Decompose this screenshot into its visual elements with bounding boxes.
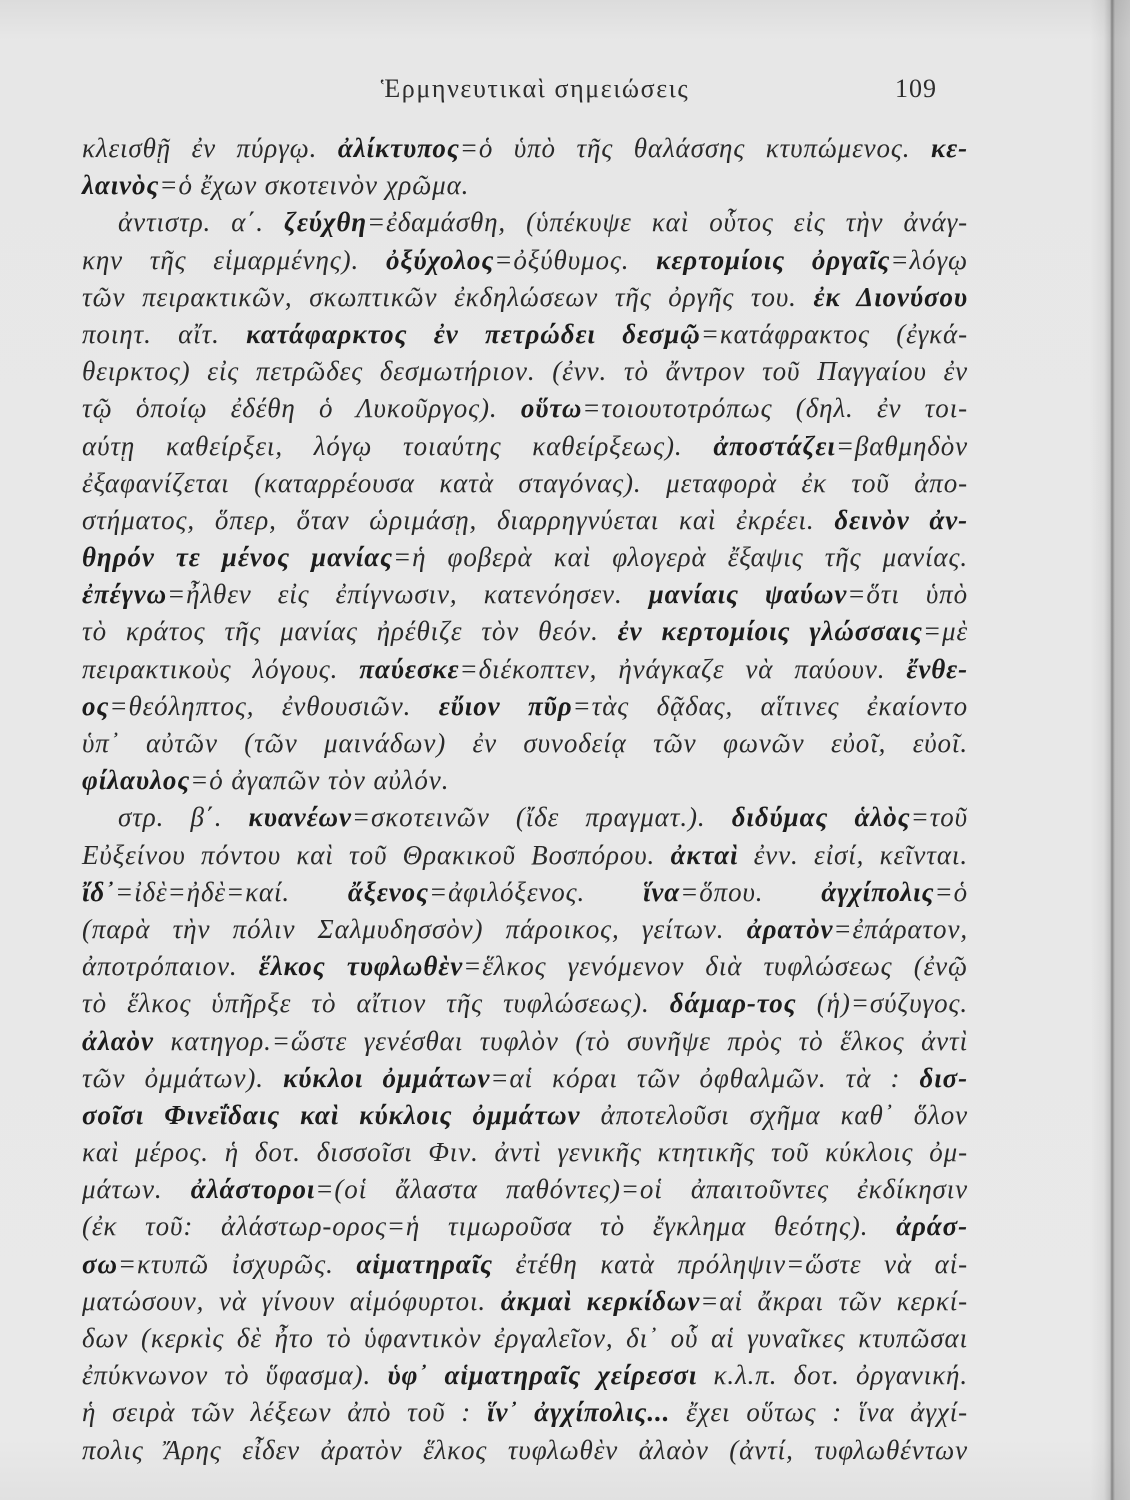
gloss-text: ἡ σειρὰ τῶν λέξεων ἀπὸ τοῦ :: [82, 1397, 488, 1428]
headword: ἵν᾿ ἀγχίπολις...: [487, 1397, 671, 1428]
line-text: [82, 130, 968, 167]
gloss-text: (ἡ)=σύζυγος.: [796, 988, 968, 1019]
line-text: [82, 911, 968, 948]
headword: παύεσκε: [359, 653, 460, 684]
gloss-text: κην τῆς εἱμαρμένης).: [82, 244, 386, 275]
line-text: [82, 167, 469, 204]
gloss-text: αύτῃ καθείρξει, λόγῳ τοιαύτης καθείρξεως).: [82, 430, 714, 461]
gloss-text: τῶν ὀμμάτων).: [82, 1062, 284, 1093]
headword: ἀλάστοροι: [190, 1174, 316, 1205]
headword: δισ-: [919, 1062, 968, 1093]
headword: κερτομίοις ὀργαῖς: [656, 244, 891, 275]
headword: ζεύχθη: [284, 207, 368, 238]
line-text: [82, 874, 968, 911]
gloss-text: =ὁ ἀγαπῶν τὸν αὐλόν.: [190, 765, 450, 796]
gloss-text: =ὀξύθυμος.: [494, 244, 657, 275]
text-line: [82, 837, 968, 874]
gloss-text: =ὅπου.: [680, 876, 822, 907]
line-text: [82, 279, 968, 316]
gloss-text: ἐνν. εἰσί, κεῖνται.: [738, 839, 968, 870]
gloss-text: ἐτέθη κατὰ πρόληψιν=ὥστε νὰ αἱ-: [492, 1248, 969, 1279]
line-text: [82, 837, 968, 874]
gloss-text: =ἦλθεν εἰς ἐπίγνωσιν, κατενόησεν.: [167, 579, 649, 610]
line-text: [82, 985, 968, 1022]
headword: ἐπέγνω: [82, 579, 168, 610]
gloss-text: κατηγορ.=ὥστε γενέσθαι τυφλὸν (τὸ συνῆψε πρὸς τὸ ἕλκος ἀντὶ: [153, 1025, 968, 1056]
headword: διδύμας ἁλὸς: [731, 802, 911, 833]
headword: ἀκταὶ: [670, 839, 739, 870]
headword: εὔιον πῦρ: [438, 690, 573, 721]
text-line: [82, 651, 968, 688]
paragraph: [82, 799, 968, 1468]
headword: θηρόν τε μένος μανίας: [82, 542, 393, 573]
text-line: [82, 1171, 968, 1208]
text-line: [82, 762, 968, 799]
gloss-text: μάτων.: [82, 1174, 191, 1205]
headword: ἀποστάζει: [713, 430, 836, 461]
gloss-text: =διέκοπτεν, ἠνάγκαζε νὰ παύουν.: [459, 653, 907, 684]
line-text: [82, 1023, 968, 1060]
text-line: [82, 242, 968, 279]
gloss-text: =θεόληπτος, ἐνθουσιῶν.: [109, 690, 439, 721]
gloss-text: πειρακτικοὺς λόγους.: [82, 653, 360, 684]
headword: ἀγχίπολις: [821, 876, 935, 907]
gloss-text: ἀντιστρ. α΄.: [118, 207, 285, 238]
gloss-text: τῷ ὁποίῳ ἐδέθη ὁ Λυκοῦργος).: [82, 393, 521, 424]
text-line: [82, 428, 968, 465]
text-line: [82, 465, 968, 502]
gloss-text: =βαθμηδὸν: [835, 430, 968, 461]
gloss-text: ματώσουν, νὰ γίνουν αἱμόφυρτοι.: [82, 1285, 501, 1316]
line-text: [82, 762, 449, 799]
gloss-text: =ἡ φοβερὰ καὶ φλογερὰ ἔξαψις τῆς μανίας.: [392, 542, 968, 573]
text-line: [82, 874, 968, 911]
headword: δάμαρ-τος: [669, 988, 797, 1019]
gloss-text: =ἐπάρατον,: [833, 913, 968, 944]
text-line: [82, 167, 968, 204]
binding-shadow: [1090, 0, 1130, 1500]
headword: ἵνα: [643, 876, 681, 907]
gloss-text: =ἀφιλόξενος.: [428, 876, 643, 907]
text-line: [82, 1320, 968, 1357]
headword: λαινὸς: [82, 170, 160, 201]
gloss-text: ποιητ. αἴτ.: [82, 318, 247, 349]
gloss-text: =ἐδαμάσθη, (ὑπέκυψε καὶ οὗτος εἰς τὴν ἀνάγ-: [367, 207, 968, 238]
gloss-text: ἀποτρόπαιον.: [82, 951, 259, 982]
text-line: [82, 1432, 968, 1469]
text-line: [82, 390, 968, 427]
headword: κύκλοι ὀμμάτων: [283, 1062, 491, 1093]
text-line: [82, 613, 968, 650]
text-line: [82, 1060, 968, 1097]
gloss-text: (ἐκ τοῦ: ἀλάστωρ-ορος=ἡ τιμωροῦσα τὸ ἔγκλημα θεότης).: [82, 1211, 897, 1242]
text-line: [82, 688, 968, 725]
gloss-text: πολις Ἄρης εἶδεν ἀρατὸν ἕλκος τυφλωθὲν ἀλαὸν (ἀντί, τυφλωθέντων: [82, 1434, 968, 1465]
headword: ἄξενος: [347, 876, 429, 907]
paragraph: [82, 204, 968, 799]
text-line: [82, 316, 968, 353]
headword: κε-: [930, 133, 969, 163]
text-line: [82, 1357, 968, 1394]
text-line: [82, 279, 968, 316]
gloss-text: δων (κερκὶς δὲ ἦτο τὸ ὑφαντικὸν ἐργαλεῖον, δι᾿ οὗ αἱ γυναῖκες κτυπῶσαι: [82, 1323, 968, 1353]
text-line: [82, 1208, 968, 1245]
headword: ἐκ Διονύσου: [813, 281, 968, 312]
text-line: [82, 130, 968, 167]
line-text: [82, 1060, 968, 1097]
line-text: [82, 725, 968, 762]
headword: ἀλίκτυπος: [337, 133, 460, 163]
headword: σοῖσι Φινεΐδαις καὶ κύκλοις ὀμμάτων: [82, 1099, 581, 1130]
gloss-text: =αἱ ἄκραι τῶν κερκί-: [700, 1285, 968, 1316]
notes-body: [82, 130, 968, 1469]
gloss-text: =ὁ ἔχων σκοτεινὸν χρῶμα.: [159, 170, 470, 201]
line-text: [82, 1171, 968, 1208]
text-line: [82, 911, 968, 948]
line-text: [82, 465, 968, 502]
headword: κατάφαρκτος ἐν πετρώδει δεσμῷ: [246, 318, 701, 349]
line-text: [82, 316, 968, 353]
line-text: [82, 539, 968, 576]
text-line: [82, 1097, 968, 1134]
paragraph: [82, 130, 968, 204]
gloss-text: =κατάφρακτος (ἐγκά-: [700, 318, 968, 349]
headword: μανίαις ψαύων: [648, 579, 848, 610]
text-line: [82, 725, 968, 762]
gloss-text: ὑπ᾿ αὐτῶν (τῶν μαινάδων) ἐν συνοδείᾳ τῶν φωνῶν εὐοῖ, εὐοῖ.: [82, 728, 968, 758]
gloss-text: στρ. β΄.: [118, 802, 249, 833]
text-line: [82, 353, 968, 390]
headword: ἔνθε-: [906, 653, 969, 684]
gloss-text: κλεισθῇ ἐν πύργῳ.: [82, 133, 338, 163]
line-text: [82, 242, 968, 279]
text-line: [82, 502, 968, 539]
text-line: [82, 799, 968, 836]
gloss-text: στήματος, ὅπερ, ὅταν ὡριμάσῃ, διαρρηγνύεται καὶ ἐκρέει.: [82, 504, 835, 535]
line-text: [82, 688, 968, 725]
line-text: [82, 1394, 968, 1431]
gloss-text: κ.λ.π. δοτ. ὀργανική.: [697, 1360, 968, 1391]
running-title: Ἑρμηνευτικαὶ σημειώσεις: [380, 74, 690, 103]
line-text: [82, 651, 968, 688]
gloss-text: =κτυπῶ ἰσχυρῶς.: [117, 1248, 357, 1279]
gloss-text: τῶν πειρακτικῶν, σκωπτικῶν ἐκδηλώσεων τῆς ὀργῆς του.: [82, 281, 814, 312]
text-line: [82, 1283, 968, 1320]
line-text: [82, 1320, 968, 1357]
gloss-text: =(οἱ ἄλαστα παθόντες)=οἱ ἀπαιτοῦντες ἐκδίκησιν: [315, 1174, 968, 1205]
line-text: [82, 1208, 968, 1245]
headword: ος: [82, 690, 110, 721]
text-line: [82, 1246, 968, 1283]
gloss-text: καὶ μέρος. ἡ δοτ. δισσοῖσι Φιν. ἀντὶ γενικῆς κτητικῆς τοῦ κύκλοις ὀμ-: [82, 1137, 968, 1168]
gloss-text: ἐπύκνωνον τὸ ὕφασμα).: [82, 1360, 388, 1391]
line-text: [82, 1134, 968, 1171]
page-number: 109: [895, 74, 937, 103]
line-text: [118, 204, 968, 241]
gloss-text: =ὁ ὑπὸ τῆς θαλάσσης κτυπώμενος.: [459, 133, 931, 163]
gloss-text: =τοιουτοτρόπως (δηλ. ἐν τοι-: [582, 393, 968, 424]
line-text: [82, 1432, 968, 1469]
headword: ἴδ᾿: [82, 876, 116, 907]
line-text: [82, 613, 968, 650]
gloss-text: =ὅτι ὑπὸ: [847, 579, 968, 610]
text-line: [82, 1394, 968, 1431]
headword: ἀράσ-: [896, 1211, 968, 1242]
line-text: [82, 948, 968, 985]
gloss-text: ἀποτελοῦσι σχῆμα καθ᾿ ὅλον: [580, 1099, 968, 1130]
text-line: [82, 948, 968, 985]
text-line: [82, 1134, 968, 1171]
line-text: [82, 502, 968, 539]
headword: ἀλαὸν: [82, 1025, 154, 1056]
gloss-text: θειρκτος) εἰς πετρῶδες δεσμωτήριον. (ἐνν. τὸ ἄντρον τοῦ Παγγαίου ἐν: [82, 356, 968, 387]
line-text: [82, 390, 968, 427]
gloss-text: =τοῦ: [910, 802, 968, 833]
line-text: [82, 353, 968, 390]
line-text: [82, 1283, 968, 1320]
text-line: [82, 576, 968, 613]
headword: οὕτω: [520, 393, 583, 424]
headword: κυανέων: [248, 802, 352, 833]
text-line: [82, 985, 968, 1022]
gloss-text: =σκοτεινῶν (ἴδε πραγματ.).: [351, 802, 732, 833]
gloss-text: ἔχει οὕτως : ἵνα ἀγχί-: [670, 1397, 968, 1428]
gloss-text: (παρὰ τὴν πόλιν Σαλμυδησσὸν) πάροικος, γείτων.: [82, 913, 747, 944]
headword: ἀρατὸν: [746, 913, 834, 944]
line-text: [82, 576, 968, 613]
headword: ὀξύχολος: [385, 244, 495, 275]
text-line: [82, 1023, 968, 1060]
headword: δεινὸν ἀν-: [834, 504, 968, 535]
gloss-text: =ὁ: [934, 876, 968, 907]
headword: ὑφ᾿ αἱματηραῖς χείρεσσι: [387, 1360, 698, 1391]
gloss-text: =ἰδὲ=ἠδὲ=καί.: [115, 876, 348, 907]
line-text: [118, 799, 968, 836]
gloss-text: τὸ ἕλκος ὑπῆρξε τὸ αἴτιον τῆς τυφλώσεως).: [82, 988, 670, 1019]
line-text: [82, 1097, 968, 1134]
headword: φίλαυλος: [82, 765, 191, 796]
headword: ἀκμαὶ κερκίδων: [500, 1285, 701, 1316]
headword: σω: [82, 1248, 118, 1279]
gloss-text: =λόγῳ: [890, 244, 968, 275]
headword: ἐν κερτομίοις γλώσσαις: [617, 616, 923, 647]
gloss-text: ἐξαφανίζεται (καταρρέουσα κατὰ σταγόνας). μεταφορὰ ἐκ τοῦ ἀπο-: [82, 467, 968, 498]
gloss-text: =μὲ: [922, 616, 968, 647]
headword: αἱματηραῖς: [356, 1248, 493, 1279]
gloss-text: =αἱ κόραι τῶν ὀφθαλμῶν. τὰ :: [490, 1062, 920, 1093]
line-text: [82, 1357, 968, 1394]
line-text: [82, 428, 968, 465]
text-line: [82, 204, 968, 241]
gloss-text: =ἕλκος γενόμενον διὰ τυφλώσεως (ἐνῷ: [463, 951, 968, 982]
text-line: [82, 539, 968, 576]
headword: ἕλκος τυφλωθὲν: [258, 951, 464, 982]
gloss-text: τὸ κράτος τῆς μανίας ἠρέθιζε τὸν θεόν.: [82, 616, 618, 647]
gloss-text: =τὰς δᾷδας, αἵτινες ἐκαίοντο: [572, 690, 968, 721]
line-text: [82, 1246, 968, 1283]
gloss-text: Εὐξείνου πόντου καὶ τοῦ Θρακικοῦ Βοσπόρου.: [82, 839, 671, 870]
